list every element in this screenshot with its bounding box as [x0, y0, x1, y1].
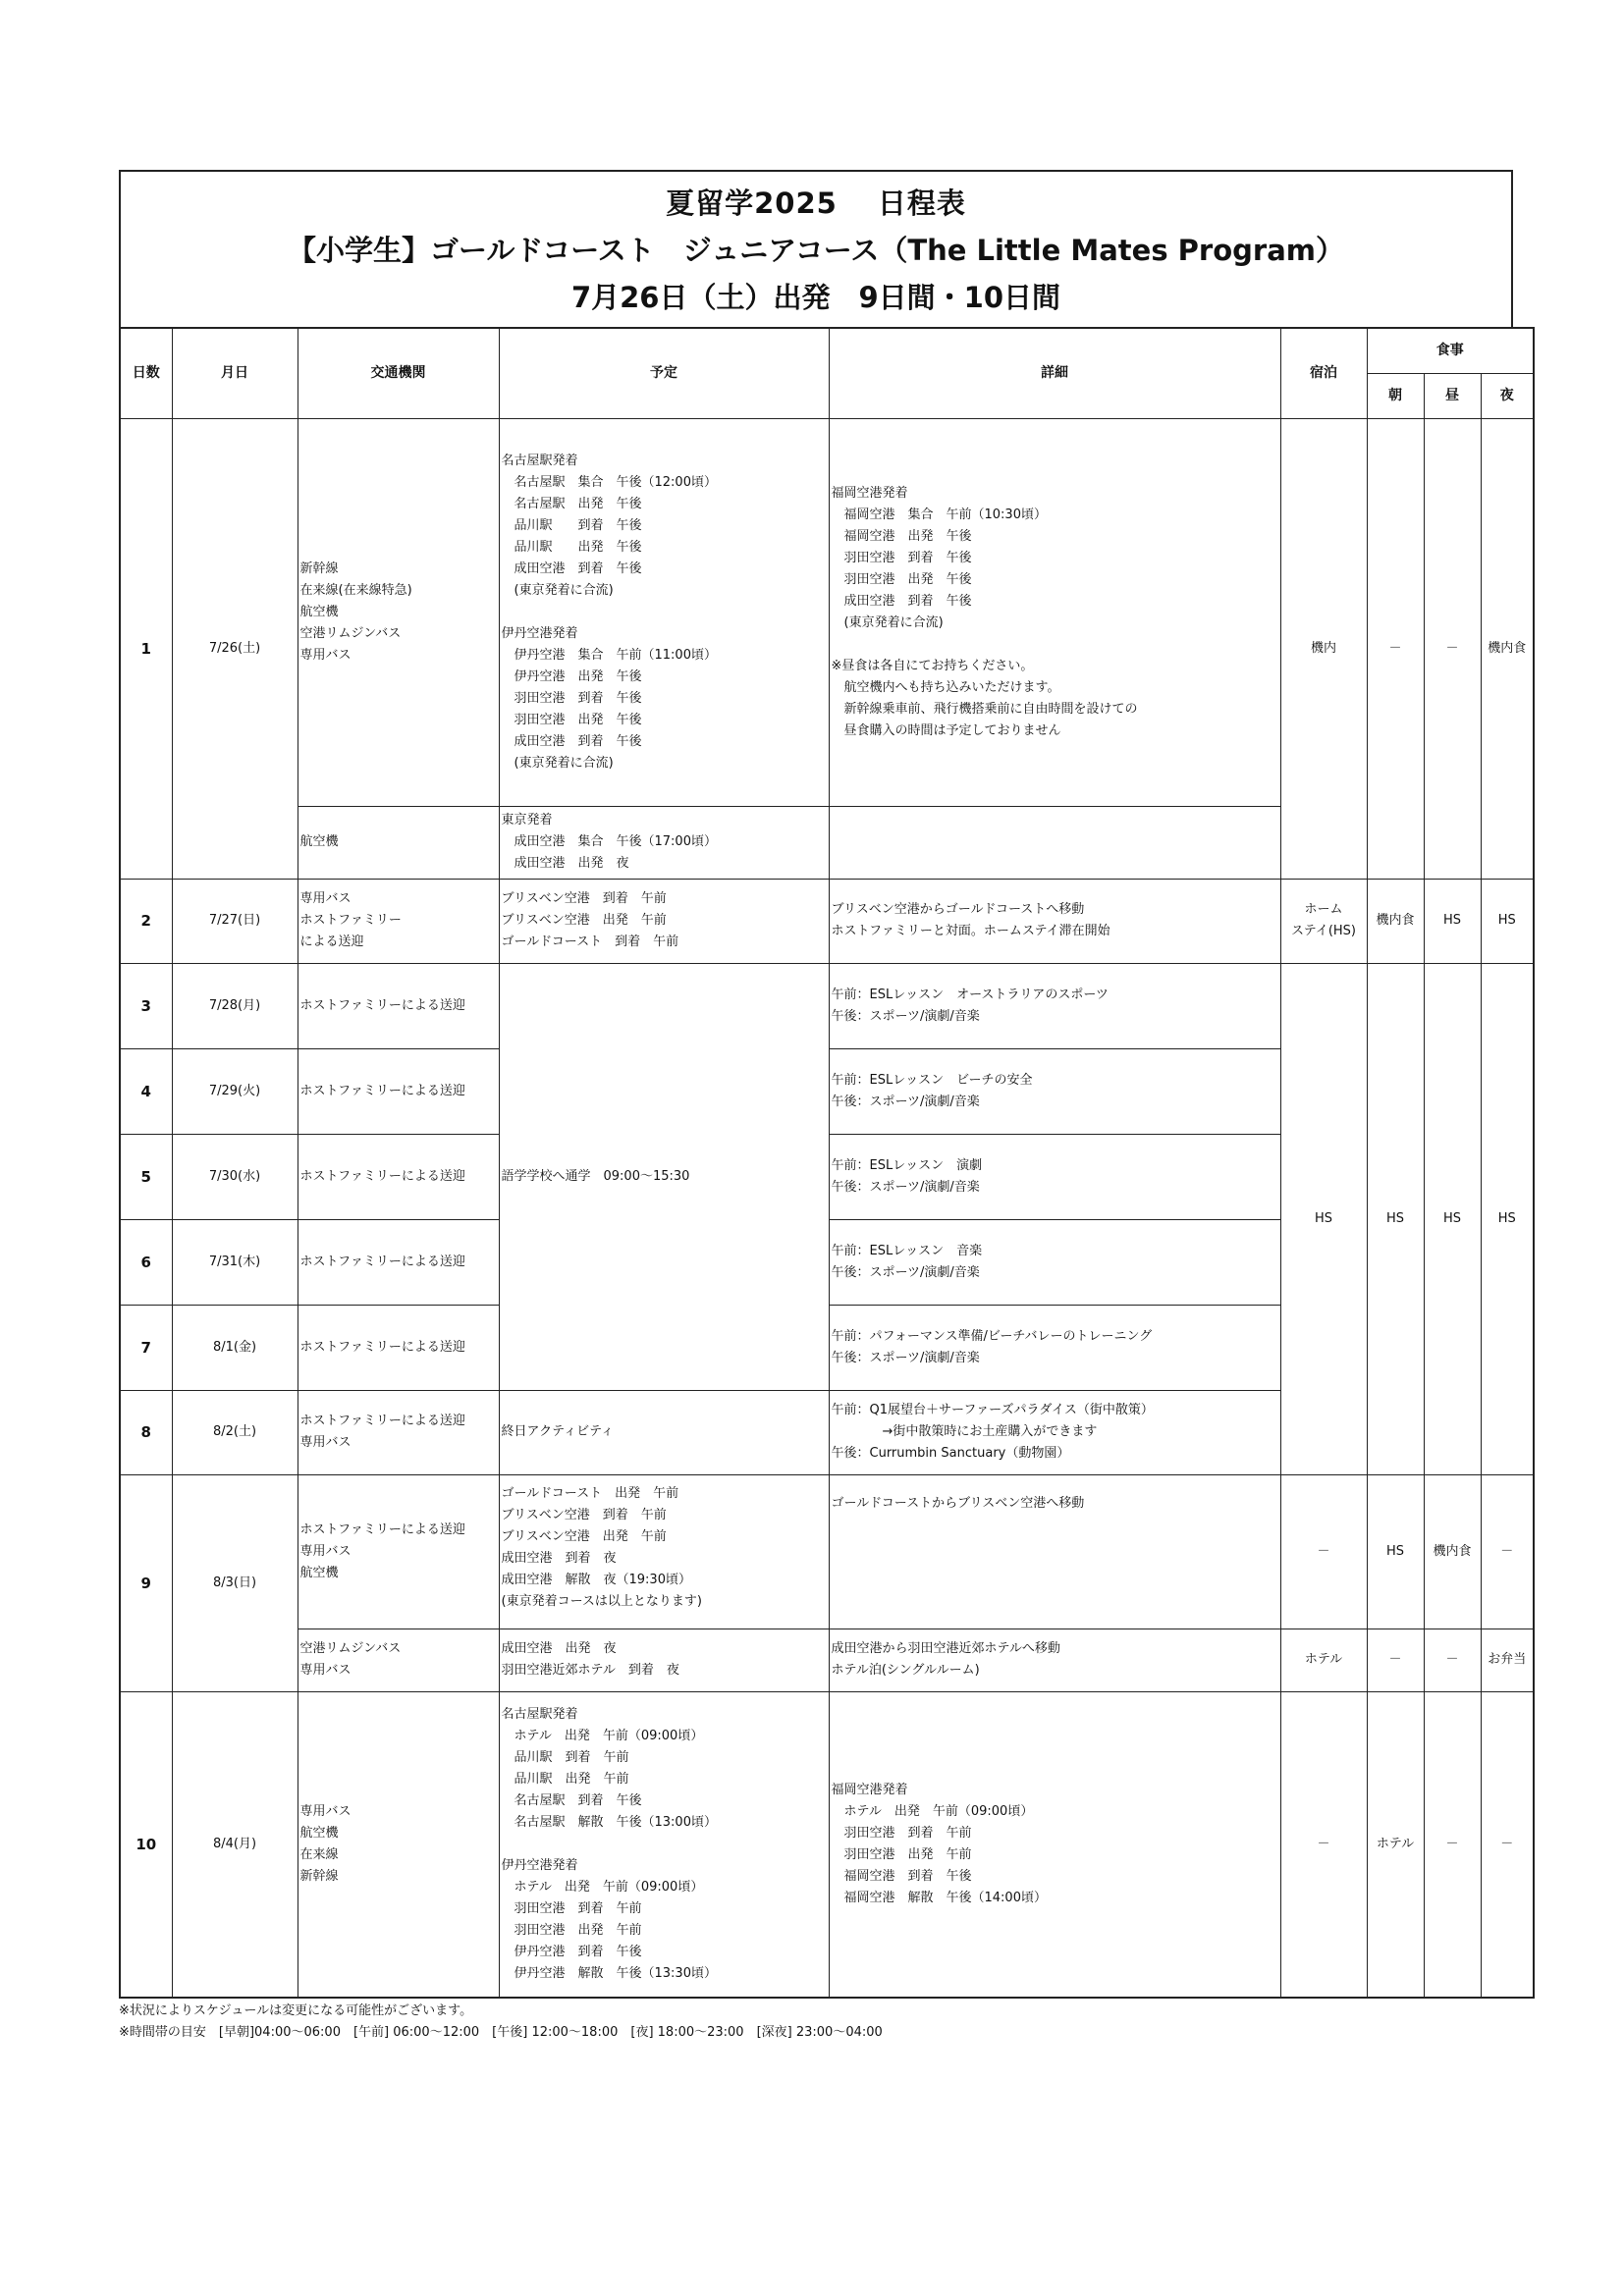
breakfast-cell: 機内食 — [1367, 879, 1424, 963]
col-date: 月日 — [172, 328, 298, 418]
lodging-cell: － — [1280, 1474, 1367, 1629]
table-row — [120, 963, 1534, 1048]
detail-cell: 福岡空港発着 ホテル 出発 午前（09:00頃） 羽田空港 到着 午前 羽田空港 出発 午前 福岡空港 到着 午後 福岡空港 解散 午後（14:00頃） — [829, 1691, 1280, 1998]
dinner-cell: 機内食 — [1481, 418, 1534, 879]
transport-cell: ホストファミリーによる送迎 — [298, 963, 499, 1048]
breakfast-cell: － — [1367, 1629, 1424, 1691]
footnote-time-ranges: ※時間帯の目安 [早朝]04:00～06:00 [午前] 06:00～12:00 [午後] 12:00～18:00 [夜] 18:00～23:00 [深夜] 23:00～04:00 — [119, 2025, 883, 2040]
plan-cell: 語学学校へ通学 09:00～15:30 — [499, 963, 829, 1390]
lunch-cell: － — [1424, 1691, 1481, 1998]
date-cell: 7/28(月) — [172, 963, 298, 1048]
day-number: 1 — [120, 418, 172, 879]
departure-info: 7月26日（土）出発 9日間・10日間 — [570, 281, 1061, 314]
date-cell: 7/30(水) — [172, 1134, 298, 1219]
course-subtitle: 【小学生】ゴールドコースト ジュニアコース（The Little Mates Program） — [287, 234, 1345, 267]
footnote-schedule-change: ※状況によりスケジュールは変更になる可能性がございます。 — [119, 2003, 473, 2018]
transport-cell: ホストファミリーによる送迎 — [298, 1134, 499, 1219]
detail-cell: ゴールドコーストからブリスベン空港へ移動 — [829, 1474, 1280, 1629]
transport-cell: 空港リムジンバス 専用バス — [298, 1629, 499, 1691]
schedule-sheet — [119, 170, 1527, 2044]
breakfast-cell: ホテル — [1367, 1691, 1424, 1998]
day-number: 9 — [120, 1474, 172, 1691]
plan-cell: ブリスベン空港 到着 午前 ブリスベン空港 出発 午前 ゴールドコースト 到着 午前 — [499, 879, 829, 963]
date-cell: 8/3(日) — [172, 1474, 298, 1691]
transport-cell: ホストファミリーによる送迎 専用バス — [298, 1390, 499, 1474]
date-cell: 8/2(土) — [172, 1390, 298, 1474]
table-row — [120, 1629, 1534, 1691]
detail-cell — [829, 806, 1280, 879]
detail-cell: 福岡空港発着 福岡空港 集合 午前（10:30頃） 福岡空港 出発 午後 羽田空港 到着 午後 羽田空港 出発 午後 成田空港 到着 午後 (東京発着に合流) ※昼食は各自にてお持ちください。 航空機内へも持ち込みいただけます。 新幹線乗車前、飛行機搭乗前に自由時間を設けての 昼食購入の時間は予定しておりません — [829, 418, 1280, 806]
lodging-cell: HS — [1280, 963, 1367, 1474]
breakfast-cell: HS — [1367, 1474, 1424, 1629]
col-breakfast: 朝 — [1367, 373, 1424, 418]
table-row — [120, 879, 1534, 963]
dinner-cell: お弁当 — [1481, 1629, 1534, 1691]
lunch-cell: 機内食 — [1424, 1474, 1481, 1629]
date-cell: 8/1(金) — [172, 1305, 298, 1390]
day-number: 8 — [120, 1390, 172, 1474]
breakfast-cell: HS — [1367, 963, 1424, 1474]
detail-cell: 午前：パフォーマンス準備/ビーチバレーのトレーニング 午後：スポーツ/演劇/音楽 — [829, 1305, 1280, 1390]
day-number: 10 — [120, 1691, 172, 1998]
col-detail: 詳細 — [829, 328, 1280, 418]
detail-cell: 成田空港から羽田空港近郊ホテルへ移動 ホテル泊(シングルルーム) — [829, 1629, 1280, 1691]
plan-cell: 終日アクティビティ — [499, 1390, 829, 1474]
col-lodging: 宿泊 — [1280, 328, 1367, 418]
schedule-header — [119, 170, 1513, 327]
col-lunch: 昼 — [1424, 373, 1481, 418]
breakfast-cell: － — [1367, 418, 1424, 879]
date-cell: 7/29(火) — [172, 1048, 298, 1134]
col-day: 日数 — [120, 328, 172, 418]
col-meals: 食事 — [1367, 328, 1534, 373]
dinner-cell: － — [1481, 1691, 1534, 1998]
detail-cell: 午前：ESLレッスン ビーチの安全 午後：スポーツ/演劇/音楽 — [829, 1048, 1280, 1134]
table-row — [120, 418, 1534, 806]
lodging-cell: 機内 — [1280, 418, 1367, 879]
date-cell: 7/26(土) — [172, 418, 298, 879]
day-number: 3 — [120, 963, 172, 1048]
detail-cell: 午前：Q1展望台＋サーファーズパラダイス（街中散策） →街中散策時にお土産購入ができます 午後：Currumbin Sanctuary（動物園） — [829, 1390, 1280, 1474]
day-number: 6 — [120, 1219, 172, 1305]
col-plan: 予定 — [499, 328, 829, 418]
detail-cell: ブリスベン空港からゴールドコーストへ移動 ホストファミリーと対面。ホームステイ滞在開始 — [829, 879, 1280, 963]
transport-cell: 専用バス ホストファミリー による送迎 — [298, 879, 499, 963]
col-transport: 交通機関 — [298, 328, 499, 418]
detail-cell: 午前：ESLレッスン 演劇 午後：スポーツ/演劇/音楽 — [829, 1134, 1280, 1219]
col-dinner: 夜 — [1481, 373, 1534, 418]
detail-cell: 午前：ESLレッスン 音楽 午後：スポーツ/演劇/音楽 — [829, 1219, 1280, 1305]
day-number: 7 — [120, 1305, 172, 1390]
day-number: 4 — [120, 1048, 172, 1134]
lunch-cell: － — [1424, 1629, 1481, 1691]
lodging-cell: － — [1280, 1691, 1367, 1998]
day-number: 5 — [120, 1134, 172, 1219]
table-row — [120, 1691, 1534, 1998]
transport-cell: ホストファミリーによる送迎 専用バス 航空機 — [298, 1474, 499, 1629]
lodging-cell: ホーム ステイ(HS) — [1280, 879, 1367, 963]
plan-cell: ゴールドコースト 出発 午前 ブリスベン空港 到着 午前 ブリスベン空港 出発 午前 成田空港 到着 夜 成田空港 解散 夜（19:30頃） (東京発着コースは以上となります) — [499, 1474, 829, 1629]
dinner-cell: HS — [1481, 963, 1534, 1474]
itinerary-table — [119, 327, 1535, 1999]
plan-cell: 成田空港 出発 夜 羽田空港近郊ホテル 到着 夜 — [499, 1629, 829, 1691]
plan-cell: 名古屋駅発着 名古屋駅 集合 午後（12:00頃） 名古屋駅 出発 午後 品川駅 到着 午後 品川駅 出発 午後 成田空港 到着 午後 (東京発着に合流) 伊丹空港発着 伊丹空港 集合 午前（11:00頃） 伊丹空港 出発 午後 羽田空港 到着 午後 羽田空港 出発 午後 成田空港 到着 午後 (東京発着に合流) — [499, 418, 829, 806]
plan-cell: 名古屋駅発着 ホテル 出発 午前（09:00頃） 品川駅 到着 午前 品川駅 出発 午前 名古屋駅 到着 午後 名古屋駅 解散 午後（13:00頃） 伊丹空港発着 ホテル 出発 午前（09:00頃） 羽田空港 到着 午前 羽田空港 出発 午前 伊丹空港 到着 午後 伊丹空港 解散 午後（13:30頃） — [499, 1691, 829, 1998]
transport-cell: 航空機 — [298, 806, 499, 879]
lunch-cell: － — [1424, 418, 1481, 879]
date-cell: 7/27(日) — [172, 879, 298, 963]
transport-cell: 専用バス 航空機 在来線 新幹線 — [298, 1691, 499, 1998]
dinner-cell: HS — [1481, 879, 1534, 963]
day-number: 2 — [120, 879, 172, 963]
transport-cell: ホストファミリーによる送迎 — [298, 1305, 499, 1390]
lodging-cell: ホテル — [1280, 1629, 1367, 1691]
dinner-cell: － — [1481, 1474, 1534, 1629]
table-row — [120, 1474, 1534, 1629]
date-cell: 8/4(月) — [172, 1691, 298, 1998]
transport-cell: 新幹線 在来線(在来線特急) 航空機 空港リムジンバス 専用バス — [298, 418, 499, 806]
lunch-cell: HS — [1424, 879, 1481, 963]
transport-cell: ホストファミリーによる送迎 — [298, 1219, 499, 1305]
schedule-title: 夏留学2025 日程表 — [666, 187, 966, 220]
transport-cell: ホストファミリーによる送迎 — [298, 1048, 499, 1134]
lunch-cell: HS — [1424, 963, 1481, 1474]
plan-cell: 東京発着 成田空港 集合 午後（17:00頃） 成田空港 出発 夜 — [499, 806, 829, 879]
detail-cell: 午前：ESLレッスン オーストラリアのスポーツ 午後：スポーツ/演劇/音楽 — [829, 963, 1280, 1048]
date-cell: 7/31(木) — [172, 1219, 298, 1305]
